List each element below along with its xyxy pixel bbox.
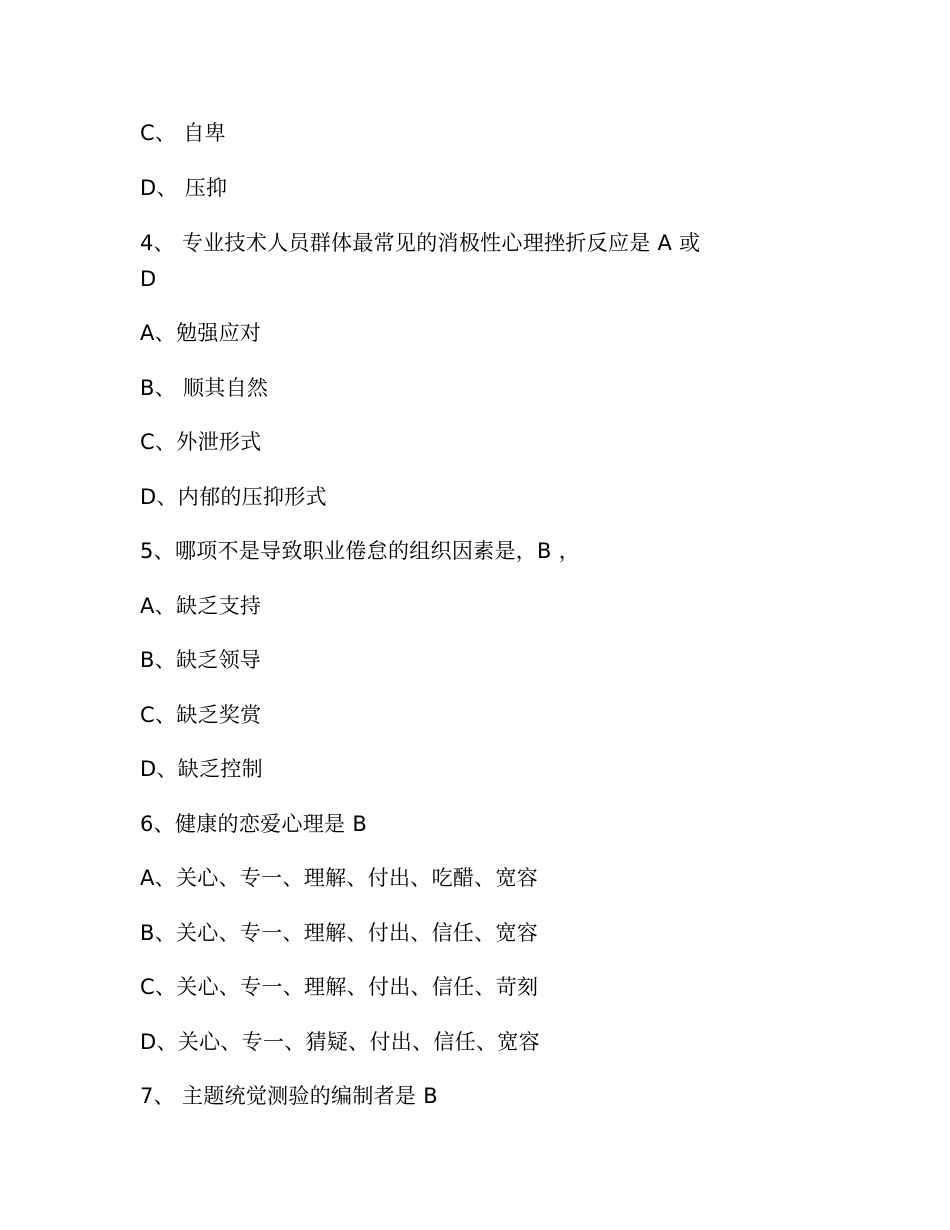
option-b-q6: B、关心、专一、理解、付出、信任、宽容 xyxy=(140,921,539,945)
option-c-q5: C、缺乏奖赏 xyxy=(140,703,262,727)
option-a-q4: A、勉强应对 xyxy=(140,321,262,345)
option-b-q4: B、 顺其自然 xyxy=(140,376,269,400)
option-d-q4: D、内郁的压抑形式 xyxy=(140,485,327,509)
option-c-q6: C、关心、专一、理解、付出、信任、苛刻 xyxy=(140,975,539,999)
question-4: 4、 专业技术人员群体最常见的消极性心理挫折反应是 A 或 xyxy=(140,231,701,255)
option-c-q3: C、 自卑 xyxy=(140,121,226,145)
option-b-q5: B、缺乏领导 xyxy=(140,648,262,672)
question-5: 5、哪项不是导致职业倦怠的组织因素是，B ， xyxy=(140,539,581,563)
option-a-q5: A、缺乏支持 xyxy=(140,594,262,618)
option-d-q3: D、 压抑 xyxy=(140,176,228,200)
option-d-q5: D、缺乏控制 xyxy=(140,757,263,781)
question-7: 7、 主题统觉测验的编制者是 B xyxy=(140,1084,438,1108)
option-d-q6: D、关心、专一、猜疑、付出、信任、宽容 xyxy=(140,1030,540,1054)
question-4-continuation: D xyxy=(140,267,157,291)
option-a-q6: A、关心、专一、理解、付出、吃醋、宽容 xyxy=(140,866,539,890)
question-6: 6、健康的恋爱心理是 B xyxy=(140,812,368,836)
option-c-q4: C、外泄形式 xyxy=(140,430,262,454)
